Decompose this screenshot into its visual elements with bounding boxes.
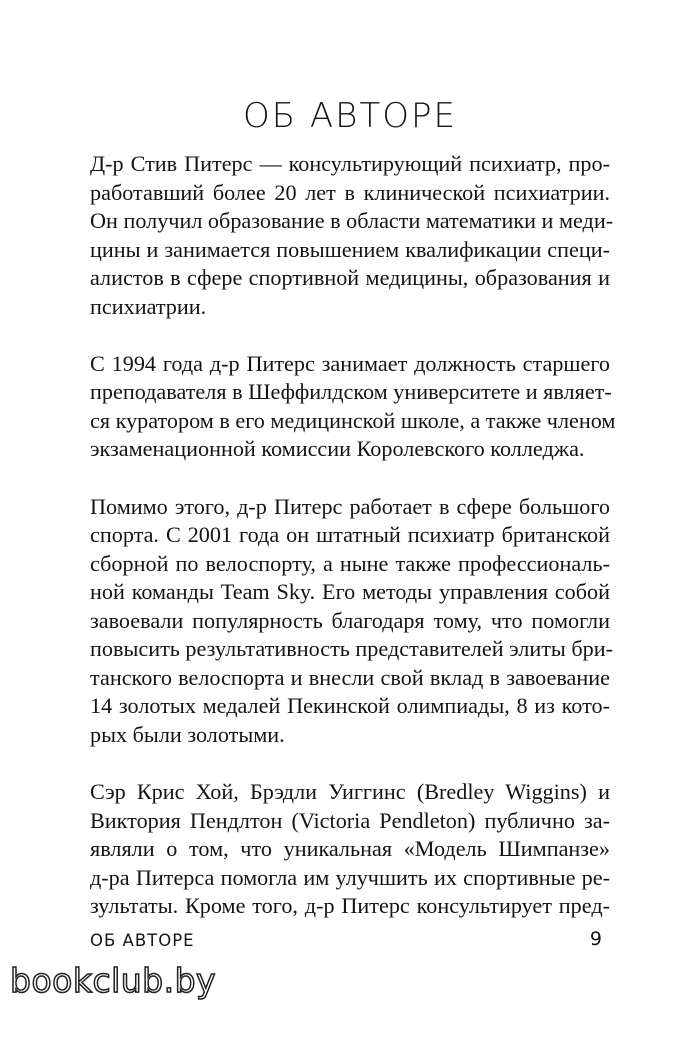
watermark-text: bookclub.by	[10, 961, 217, 1000]
watermark	[0, 957, 700, 1047]
text-line: работавший более 20 лет в клинической психиатрии.	[90, 179, 610, 205]
text-line: цины и занимается повышением квалификации специ-	[90, 236, 610, 262]
text-line: зультаты. Кроме того, д-р Питерс консультирует пред-	[90, 893, 610, 919]
text-line: спорта. С 2001 года он штатный психиатр британской	[90, 522, 610, 548]
text-line: сборной по велоспорту, а ныне также профессиональ-	[90, 550, 610, 576]
text-line: Он получил образование в области математики и меди-	[90, 208, 614, 234]
text-line: 14 золотых медалей Пекинской олимпиады, 8 из кото-	[90, 693, 610, 719]
paragraph	[90, 350, 616, 464]
text-line: преподавателя в Шеффилдском университете и являет-	[90, 379, 612, 405]
page-title: ОБ АВТОРЕ	[243, 96, 457, 136]
text-line: рых были золотыми.	[90, 721, 285, 747]
text-line: экзаменационной комиссии Королевского колледжа.	[90, 436, 585, 462]
running-footer-title: ОБ АВТОРЕ	[90, 931, 195, 950]
body-text	[90, 150, 616, 949]
text-line: д-ра Питерса помогла им улучшить их спортивные ре-	[90, 864, 610, 890]
paragraph	[90, 493, 613, 750]
page-number: 9	[589, 928, 602, 950]
text-line: Сэр Крис Хой, Брэдли Уиггинс (Bredley Wiggins) и	[90, 779, 610, 805]
paragraph	[90, 150, 614, 321]
text-line: ся куратором в его медицинской школе, а также членом	[90, 407, 616, 433]
text-line: Д-р Стив Питерс — консультирующий психиатр, про-	[90, 151, 610, 176]
text-line: повысить результативность представителей элиты бри-	[90, 636, 613, 662]
text-line: Виктория Пендлтон (Victoria Pendleton) публично за-	[90, 807, 610, 833]
text-line: завоевали популярность благодаря тому, что помогли	[90, 607, 610, 633]
text-line: танского велоспорта и внесли свой вклад в завоевание	[90, 664, 610, 690]
text-line: Помимо этого, д-р Питерс работает в сфере большого	[90, 493, 610, 519]
text-line: психиатрии.	[90, 293, 207, 319]
text-line: С 1994 года д-р Питерс занимает должность старшего	[90, 350, 610, 376]
text-line: алистов в сфере спортивной медицины, образования и	[90, 265, 610, 291]
text-line: ной команды Team Sky. Его методы управления собой	[90, 579, 610, 605]
paragraph	[90, 778, 610, 921]
text-line: являли о том, что уникальная «Модель Шимпанзе»	[90, 836, 610, 862]
